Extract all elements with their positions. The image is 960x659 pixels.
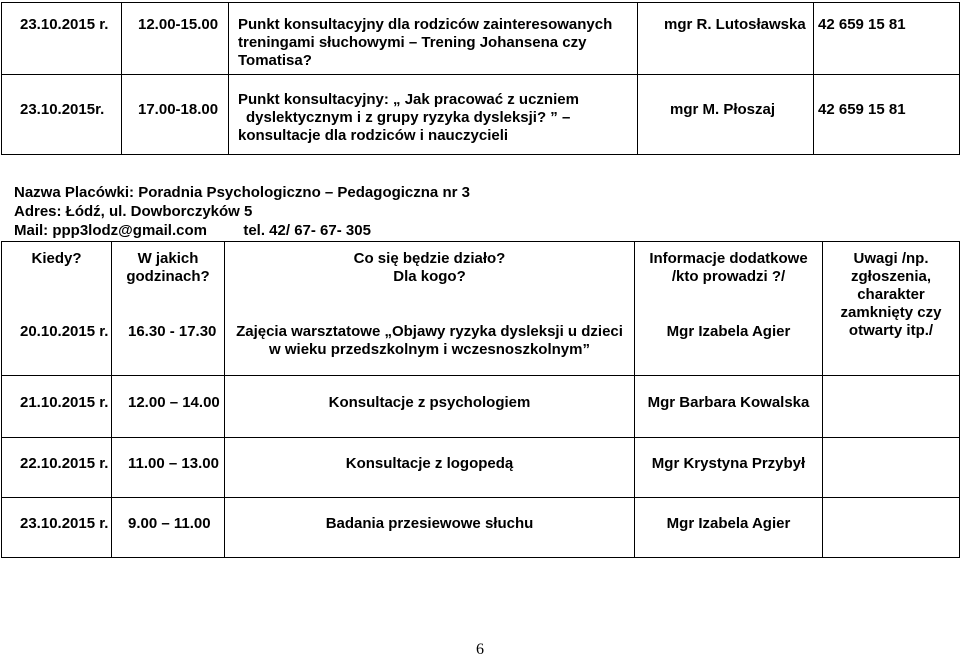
- table-row: [2, 438, 960, 498]
- row-notes: [823, 376, 960, 438]
- event-description-line: Punkt konsultacyjny: „ Jak pracować z uczniem: [238, 91, 579, 108]
- row-what: Konsultacje z psychologiem: [225, 376, 635, 438]
- table-row: [2, 242, 960, 376]
- institution-contact: [14, 221, 470, 240]
- institution-name: Nazwa Placówki: Poradnia Psychologiczno – Pedagogiczna nr 3: [14, 184, 470, 201]
- event-description: Punkt konsultacyjny dla rodziców zainteresowanych treningami słuchowymi – Trening Johansena czy Tomatisa?: [229, 3, 638, 75]
- row-what: Badania przesiewowe słuchu: [225, 498, 635, 558]
- row-info: Mgr Krystyna Przybył: [635, 438, 823, 498]
- institution-tel: tel. 42/ 67- 67- 305: [243, 222, 371, 239]
- header-info: [635, 242, 823, 376]
- header-info-label-1: Informacje dodatkowe: [649, 250, 808, 267]
- table-row: [2, 75, 960, 155]
- header-notes: [823, 242, 960, 376]
- table-row: [2, 3, 960, 75]
- row-info: Mgr Barbara Kowalska: [635, 376, 823, 438]
- institution-mail: Mail: ppp3lodz@gmail.com: [14, 222, 207, 239]
- event-person: mgr R. Lutosławska: [638, 3, 814, 75]
- row-info: Mgr Izabela Agier: [635, 498, 823, 558]
- row-time: 9.00 – 11.00: [112, 498, 225, 558]
- row-what: Zajęcia warsztatowe „Objawy ryzyka dysleksji u dzieci w wieku przedszkolnym i wczesnoszkolnym”: [236, 323, 623, 358]
- row-time: 16.30 - 17.30: [128, 323, 217, 340]
- institution-info: [14, 183, 470, 240]
- row-notes: [823, 438, 960, 498]
- row-date: 22.10.2015 r.: [2, 438, 112, 498]
- header-hours-label: W jakich godzinach?: [126, 250, 210, 285]
- page-number: 6: [476, 641, 484, 658]
- header-hours: [112, 242, 225, 376]
- row-time: 12.00 – 14.00: [112, 376, 225, 438]
- table-row: [2, 498, 960, 558]
- event-date: 23.10.2015 r.: [2, 3, 122, 75]
- event-phone: 42 659 15 81: [814, 3, 960, 75]
- event-time: 12.00-15.00: [122, 3, 229, 75]
- header-what-label-1: Co się będzie działo?: [353, 250, 506, 267]
- row-date: 21.10.2015 r.: [2, 376, 112, 438]
- institution-address: Adres: Łódź, ul. Dowborczyków 5: [14, 203, 253, 220]
- header-when: [2, 242, 112, 376]
- event-time: 17.00-18.00: [122, 75, 229, 155]
- header-notes-label: Uwagi /np. zgłoszenia, charakter zamknięty czy otwarty itp./: [840, 250, 942, 339]
- row-info: Mgr Izabela Agier: [666, 323, 791, 340]
- event-date: 23.10.2015r.: [2, 75, 122, 155]
- consultation-table: [1, 2, 960, 155]
- event-phone: 42 659 15 81: [814, 75, 960, 155]
- table-row: [2, 376, 960, 438]
- event-description-line: konsultacje dla rodziców i nauczycieli: [238, 127, 509, 144]
- header-what: [225, 242, 635, 376]
- header-what-label-2: Dla kogo?: [393, 268, 466, 285]
- row-time: 11.00 – 13.00: [112, 438, 225, 498]
- row-date: 20.10.2015 r.: [20, 323, 109, 340]
- row-what: Konsultacje z logopedą: [225, 438, 635, 498]
- event-description: [229, 75, 638, 155]
- header-info-label-2: /kto prowadzi ?/: [671, 268, 786, 285]
- event-person: mgr M. Płoszaj: [638, 75, 814, 155]
- event-description-line: dyslektycznym i z grupy ryzyka dysleksji? ” –: [246, 109, 571, 126]
- header-when-label: Kiedy?: [31, 250, 82, 267]
- row-notes: [823, 498, 960, 558]
- schedule-table: [1, 241, 960, 558]
- row-date: 23.10.2015 r.: [2, 498, 112, 558]
